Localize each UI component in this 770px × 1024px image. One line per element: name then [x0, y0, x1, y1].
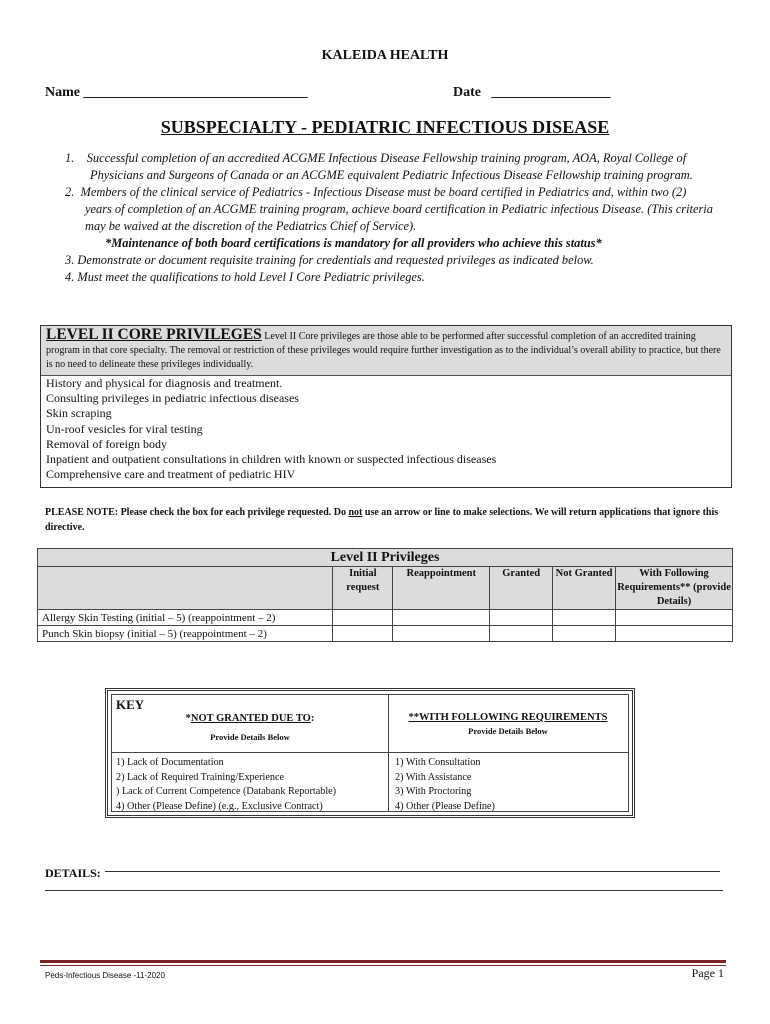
table-header-blank — [38, 567, 333, 610]
footer-rule-thin — [40, 965, 726, 966]
criterion-1-text: Successful completion of an accredited ACGME Infectious Disease Fellowship training program, AOA, Royal College of Physicians and Surgeons of Canada or an ACGME equivalent Pediatric Infectious Disease Fellowship training program. — [86, 151, 693, 182]
requirements-heading: **WITH FOLLOWING REQUIREMENTS — [408, 712, 608, 723]
table-row — [38, 626, 733, 642]
list-item: History and physical for diagnosis and treatment. — [46, 376, 283, 390]
list-item: 2) Lack of Required Training/Experience — [116, 771, 285, 783]
granted-checkbox[interactable] — [490, 626, 553, 642]
privilege-name: Punch Skin biopsy (initial – 5) (reappointment – 2) — [38, 626, 333, 642]
core-privileges-header — [41, 326, 731, 376]
reappointment-checkbox[interactable] — [393, 626, 490, 642]
not-granted-subheading: Provide Details Below — [210, 732, 290, 742]
not-granted-reasons — [116, 756, 336, 814]
core-privileges-list — [41, 376, 731, 482]
criterion-4: 4. Must meet the qualifications to hold Level I Core Pediatric privileges. — [65, 270, 425, 284]
column-header-reappointment: Reappointment — [393, 567, 490, 610]
core-privileges-box — [40, 325, 732, 488]
list-item: 1) With Consultation — [395, 757, 481, 768]
initial-request-checkbox[interactable] — [333, 626, 393, 642]
not-granted-prefix: * — [185, 713, 191, 724]
footer-rule-thick — [40, 960, 726, 963]
note-text-after: use an arrow or line to make selections. We will return applications that ignore this directive. — [45, 507, 719, 533]
list-item: ) Lack of Current Competence (Databank Reportable) — [116, 786, 337, 797]
key-box — [105, 688, 635, 818]
not-granted-checkbox[interactable] — [553, 626, 616, 642]
qualification-criteria — [65, 150, 715, 286]
name-label: Name — [45, 85, 80, 100]
criterion-2-text: Members of the clinical service of Pediatrics - Infectious Disease must be board certified in Pediatrics and, within two (2) years of completion of an ACGME training program, achieve board certification in Pediatric infectious Disease. (This criteria may be waived at the discretion of the Pediatrics Chief of Service). — [80, 185, 713, 233]
date-label: Date — [453, 85, 481, 100]
list-item: Inpatient and outpatient consultations in children with known or suspected infectious diseases — [46, 452, 497, 467]
list-item: Comprehensive care and treatment of pediatric HIV — [46, 467, 296, 482]
column-header-not-granted: Not Granted — [553, 567, 616, 610]
list-item: Un-roof vesicles for viral testing — [46, 421, 203, 436]
list-item: 4) Other (Please Define) (e.g., Exclusive Contract) — [116, 800, 323, 812]
footer-document-id: Peds-Infectious Disease -11-2020 — [45, 971, 165, 980]
column-header-initial: Initial request — [333, 567, 393, 610]
list-item: 2) With Assistance — [395, 771, 472, 783]
criterion-1-number: 1. — [65, 151, 75, 165]
list-item: 3) With Proctoring — [395, 786, 472, 797]
reappointment-checkbox[interactable] — [393, 610, 490, 626]
list-item: Skin scraping — [46, 406, 112, 421]
name-field[interactable] — [45, 85, 308, 101]
note-emphasis: not — [348, 507, 363, 518]
core-privileges-heading: LEVEL II CORE PRIVILEGES — [46, 326, 262, 343]
criterion-2 — [65, 184, 715, 252]
initial-request-checkbox[interactable] — [333, 610, 393, 626]
details-label: DETAILS: — [45, 866, 101, 880]
column-header-granted: Granted — [490, 567, 553, 610]
please-note — [45, 505, 725, 535]
criterion-3: 3. Demonstrate or document requisite training for credentials and requested privileges as indicated below. — [65, 253, 594, 267]
requirement-options — [395, 756, 495, 814]
not-granted-suffix: : — [310, 713, 315, 724]
key-divider-horizontal — [112, 752, 628, 753]
table-title: Level II Privileges — [38, 549, 733, 567]
not-granted-label: NOT GRANTED DUE TO — [190, 713, 311, 724]
not-granted-checkbox[interactable] — [553, 610, 616, 626]
key-title: KEY — [116, 697, 145, 712]
details-input-line-1[interactable] — [105, 871, 720, 872]
criterion-1 — [65, 150, 715, 184]
board-certification-notice: *Maintenance of both board certifications is mandatory for all providers who achieve this status* — [105, 236, 602, 250]
core-privileges-description: Level II Core privileges are those able to be performed after successful completion of an accredited training program in that core specialty. The removal or restriction of these privileges would require further investigation as to the individual’s overall ability to practice, but there is no need to delineate these privileges individually. — [46, 331, 721, 370]
requirements-subheading: Provide Details Below — [468, 726, 548, 736]
organization-name: KALEIDA HEALTH — [321, 48, 449, 63]
key-inner — [111, 694, 629, 812]
not-granted-heading — [112, 713, 388, 724]
list-item: Removal of foreign body — [46, 436, 167, 451]
list-item: 4) Other (Please Define) — [395, 800, 495, 812]
date-blank[interactable]: _________________ — [491, 85, 611, 100]
table-row — [38, 610, 733, 626]
note-text-before: PLEASE NOTE: Please check the box for each privilege requested. Do — [45, 507, 349, 518]
requirements-checkbox[interactable] — [616, 626, 733, 642]
list-item: 1) Lack of Documentation — [116, 757, 224, 768]
name-blank[interactable]: ________________________________ — [83, 85, 308, 100]
page-number: Page 1 — [691, 966, 724, 980]
requirements-checkbox[interactable] — [616, 610, 733, 626]
date-field[interactable] — [453, 85, 611, 101]
criterion-2-number: 2. — [65, 185, 75, 199]
list-item: Consulting privileges in pediatric infectious diseases — [46, 391, 299, 406]
page-title: SUBSPECIALTY - PEDIATRIC INFECTIOUS DISEASE — [160, 117, 610, 137]
privileges-table — [37, 548, 733, 642]
privilege-name: Allergy Skin Testing (initial – 5) (reappointment – 2) — [38, 610, 333, 626]
column-header-requirements: With Following Requirements** (provide Details) — [616, 567, 733, 610]
details-input-line-2[interactable] — [45, 890, 723, 891]
granted-checkbox[interactable] — [490, 610, 553, 626]
